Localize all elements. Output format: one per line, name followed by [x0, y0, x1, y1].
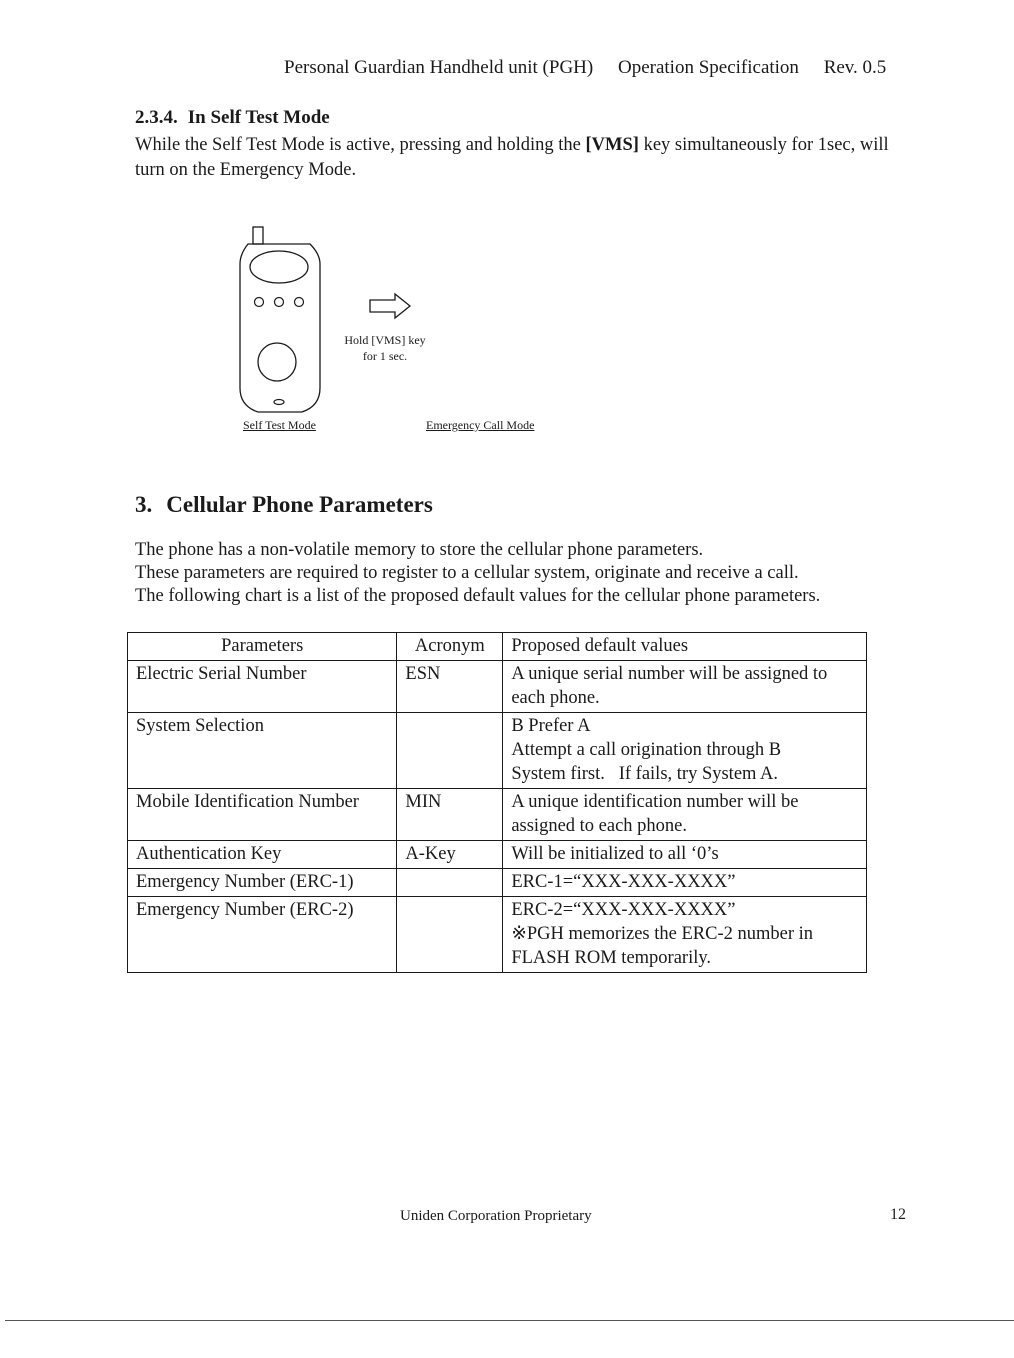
- acronym-cell: A-Key: [397, 841, 503, 869]
- value-cell: [503, 841, 867, 869]
- section-heading: [135, 492, 433, 518]
- table-header-row: [128, 633, 867, 661]
- vms-key-text: [VMS]: [585, 135, 639, 155]
- phone-button: [295, 298, 304, 307]
- phone-button: [275, 298, 284, 307]
- value-line: ERC-2=“XXX-XXX-XXXX”: [511, 900, 736, 920]
- column-header-parameters: Parameters: [128, 633, 397, 661]
- header-title: Personal Guardian Handheld unit (PGH): [284, 57, 594, 78]
- subsection-heading: [135, 107, 330, 129]
- value-cell: [503, 661, 867, 713]
- acronym-cell: ESN: [397, 661, 503, 713]
- table-row: [128, 713, 867, 789]
- header-doc-type: Operation Specification: [617, 57, 799, 78]
- emergency-call-mode-label: Emergency Call Mode: [426, 418, 535, 432]
- subsection-paragraph: [135, 133, 895, 183]
- value-line: Attempt a call origination through B: [511, 740, 782, 760]
- param-cell: Electric Serial Number: [128, 661, 397, 713]
- paragraph-text: While the Self Test Mode is active, pressing and holding the: [135, 135, 586, 155]
- subsection-title: In Self Test Mode: [187, 107, 330, 128]
- param-cell: Emergency Number (ERC-2): [128, 897, 397, 973]
- page-number: 12: [890, 1206, 906, 1223]
- value-line: assigned to each phone.: [511, 816, 688, 836]
- value-line: ERC-1=“XXX-XXX-XXXX”: [511, 872, 736, 892]
- phone-display: [250, 251, 308, 283]
- value-line: A unique identification number will be: [511, 792, 799, 812]
- param-cell: Authentication Key: [128, 841, 397, 869]
- right-arrow-icon: [370, 294, 410, 318]
- value-cell: [503, 869, 867, 897]
- value-line: Will be initialized to all ‘0’s: [511, 844, 719, 864]
- subsection-number: 2.3.4.: [135, 107, 178, 128]
- param-cell: System Selection: [128, 713, 397, 789]
- instruction-line: for 1 sec.: [362, 349, 408, 363]
- column-header-default-values: Proposed default values: [503, 633, 867, 661]
- bottom-rule: [5, 1320, 1014, 1321]
- acronym-cell: MIN: [397, 789, 503, 841]
- section-paragraph: The phone has a non-volatile memory to store the cellular phone parameters. These parameters are required to register to a cellular system, originate and receive a call. The following chart is a list of the proposed default values for the cellular phone parameters.: [135, 540, 821, 606]
- phone-antenna: [253, 227, 263, 244]
- self-test-mode-label: Self Test Mode: [243, 418, 316, 432]
- value-cell: [503, 897, 867, 973]
- parameters-table: [127, 632, 867, 973]
- phone-button: [255, 298, 264, 307]
- acronym-cell: [397, 869, 503, 897]
- paragraph-text: key simultaneously for 1sec, will turn on the Emergency Mode.: [135, 135, 889, 180]
- param-cell: Mobile Identification Number: [128, 789, 397, 841]
- page-header: [284, 57, 886, 79]
- table-row: [128, 897, 867, 973]
- table-row: [128, 789, 867, 841]
- value-line: each phone.: [511, 688, 600, 708]
- figure-instruction: [339, 332, 431, 364]
- instruction-line: Hold [VMS] key: [344, 333, 426, 347]
- column-header-acronym: Acronym: [397, 633, 503, 661]
- table-row: [128, 869, 867, 897]
- phone-microphone: [274, 400, 284, 405]
- param-cell: Emergency Number (ERC-1): [128, 869, 397, 897]
- acronym-cell: [397, 897, 503, 973]
- footer-text: Uniden Corporation Proprietary: [400, 1208, 592, 1224]
- section-title: Cellular Phone Parameters: [166, 492, 433, 517]
- value-line: FLASH ROM temporarily.: [511, 948, 712, 968]
- phone-diagram: [230, 220, 570, 440]
- table-row: [128, 661, 867, 713]
- value-line: B Prefer A: [511, 716, 591, 736]
- section-number: 3.: [135, 492, 153, 517]
- value-line: ※PGH memorizes the ERC-2 number in: [511, 924, 814, 944]
- vms-button: [258, 343, 296, 381]
- acronym-cell: [397, 713, 503, 789]
- value-line: System first. If fails, try System A.: [511, 764, 779, 784]
- value-line: A unique serial number will be assigned to: [511, 664, 828, 684]
- header-revision: Rev. 0.5: [823, 57, 887, 78]
- value-cell: [503, 789, 867, 841]
- table-row: [128, 841, 867, 869]
- value-cell: [503, 713, 867, 789]
